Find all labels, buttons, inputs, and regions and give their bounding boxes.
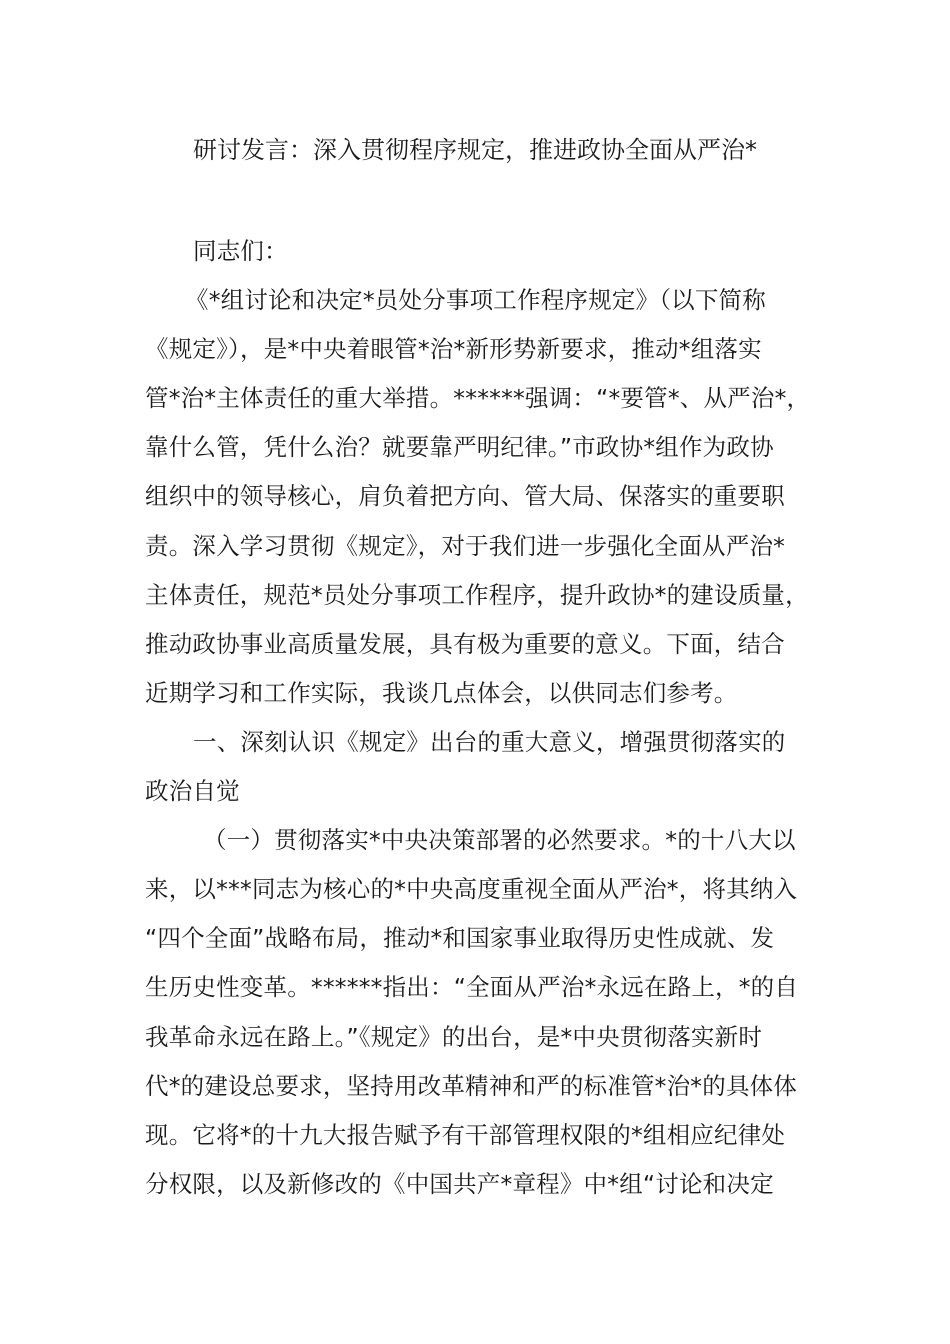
paragraph-line: 分权限，以及新修改的《中国共产*章程》中*组“讨论和决定 [145, 1169, 774, 1198]
salutation: 同志们： [193, 237, 288, 265]
paragraph-line: 推动政协事业高质量发展，具有极为重要的意义。下面，结合 [145, 629, 785, 658]
paragraph-line: 《*组讨论和决定*员处分事项工作程序规定》（以下简称 [185, 286, 766, 315]
paragraph-line: 管*治*主体责任的重大举措。******强调：“*要管*、从严治*， [145, 384, 811, 413]
subsection-line: （一）贯彻落实*中央决策部署的必然要求。*的十八大以 [203, 826, 796, 855]
section-heading: 一、深刻认识《规定》出台的重大意义，增强贯彻落实的 [193, 727, 786, 756]
section-heading-continued: 政治自觉 [145, 777, 240, 806]
paragraph-line: 生历史性变革。******指出：“全面从严治*永远在路上，*的自 [145, 973, 799, 1002]
paragraph-line: “四个全面”战略布局，推动*和国家事业取得历史性成就、发 [145, 924, 775, 953]
paragraph-line: 我革命永远在路上。”《规定》的出台，是*中央贯彻落实新时 [145, 1022, 763, 1051]
document-body [145, 231, 811, 1213]
paragraph-line: 组织中的领导核心，肩负着把方向、管大局、保落实的重要职 [145, 482, 785, 511]
paragraph-line: 主体责任，规范*员处分事项工作程序，提升政协*的建设质量， [145, 580, 809, 609]
paragraph-line: 《规定》），是*中央着眼管*治*新形势新要求，推动*组落实 [145, 335, 762, 364]
paragraph-line: 现。它将*的十九大报告赋予有干部管理权限的*组相应纪律处 [145, 1120, 786, 1149]
paragraph-line: 来，以***同志为核心的*中央高度重视全面从严治*，将其纳入 [145, 875, 798, 904]
paragraph-line: 责。深入学习贯彻《规定》，对于我们进一步强化全面从严治* [145, 531, 786, 560]
paragraph-line: 近期学习和工作实际，我谈几点体会，以供同志们参考。 [145, 678, 738, 707]
paragraph-line: 靠什么管，凭什么治？就要靠严明纪律。”市政协*组作为政协 [145, 433, 774, 462]
paragraph-line: 代*的建设总要求，坚持用改革精神和严的标准管*治*的具体体 [145, 1071, 798, 1100]
document-title: 研讨发言：深入贯彻程序规定，推进政协全面从严治* [193, 136, 757, 164]
